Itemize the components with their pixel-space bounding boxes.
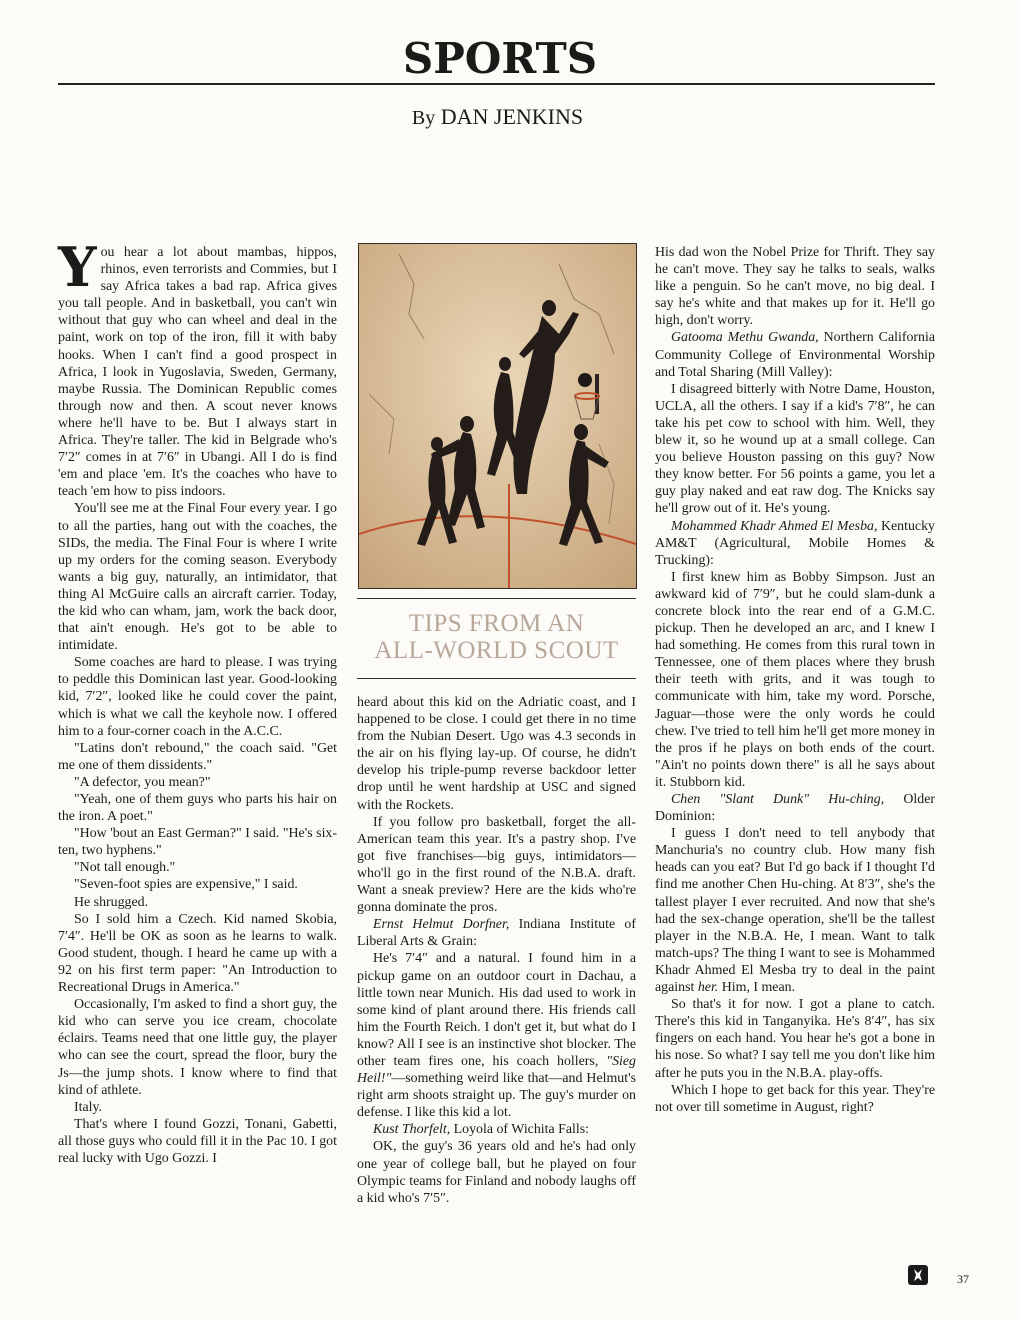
- player-school: Northern California Community College of Environmental Worship and Total Sharing (Mill Valley):: [655, 330, 935, 380]
- subtitle: [357, 610, 636, 664]
- paragraph: "Seven-foot spies are expensive," I said.: [74, 877, 298, 893]
- paragraph: "Not tall enough.": [74, 860, 176, 876]
- paragraph: OK, the guy's 36 years old and he's had only one year of college ball, but he played on four Olympic teams for Finland and nobody laughs off a kid who's 7′5″.: [357, 1139, 636, 1206]
- paragraph: heard about this kid on the Adriatic coast, and I happened to be close. I could get there in no time from the Nubian Desert. Ugo was 4.3 seconds in the air on his flying lay-up. Of course, he didn't develop his triple-pump reverse backdoor letter drop until he went hardship at USC and signed with the Rockets.: [357, 695, 636, 813]
- subtitle-line-2: ALL-WORLD SCOUT: [374, 637, 619, 664]
- header-rule: [58, 83, 935, 85]
- player-school: Indiana Institute of Liberal Arts & Grain:: [357, 917, 636, 950]
- paragraph: Italy.: [74, 1099, 103, 1115]
- player-name: Gatooma Methu Gwanda,: [671, 330, 819, 346]
- paragraph: "How 'bout an East German?" I said. "He's six-ten, two hyphens.": [58, 826, 337, 859]
- subtitle-rule-bottom: [357, 678, 636, 679]
- player-heading: [655, 518, 935, 569]
- player-heading: [655, 791, 935, 825]
- subtitle-line-1: TIPS FROM AN: [408, 610, 585, 637]
- illustration-svg: [359, 244, 636, 588]
- rabbit-logo-icon: [908, 1265, 928, 1285]
- paragraph: [58, 235, 337, 500]
- paragraph: "A defector, you mean?": [74, 774, 211, 790]
- player-heading: [357, 1121, 636, 1138]
- player-school: Loyola of Wichita Falls:: [450, 1122, 590, 1138]
- paragraph: "Latins don't rebound," the coach said. "Get me one of them dissidents.": [58, 740, 337, 773]
- paragraph: Some coaches are hard to please. I was trying to peddle this Dominican last year. Good-looking kid, 7′2″, looked like he could cover the paint, which is what we call the keyhole now. I offered him to a four-corner coach in the A.C.C.: [58, 655, 337, 739]
- paragraph: That's where I found Gozzi, Tonani, Gabetti, all those guys who could fill it in the Pac 10. I got real lucky with Ugo Gozzi. I: [58, 1116, 337, 1166]
- player-name: Ernst Helmut Dorfner,: [373, 917, 510, 933]
- column-3: [655, 244, 935, 1116]
- player-heading: [655, 329, 935, 380]
- paragraph: I first knew him as Bobby Simpson. Just an awkward kid of 7′9″, but he could slam-dunk a concrete block into the rear end of a G.M.C. pickup. Then he developed an arc, and I knew I had something. He comes from this rural town in Tennessee, one of them places where they brush their teeth with grits, and it was tough to communicate with him, take my word. Porsche, Jaguar—those were the only words he could chew. I've tried to tell him he'll get more money in the pros if he plays on both ends of the court. "Ain't no points down there" is all he says about it. Stubborn kid.: [655, 569, 935, 790]
- paragraph: If you follow pro basketball, forget the all-American team this year. It's a pastry shop. I've got five franchises—big guys, intimidators—who'll go in the first round of the N.B.A. draft. Want a sneak preview? Here are the kids who're gonna dominate the pros.: [357, 814, 636, 916]
- byline-author: DAN JENKINS: [440, 104, 584, 129]
- basketball-illustration: [358, 243, 637, 589]
- paragraph: [655, 825, 935, 996]
- byline-by: By: [411, 107, 436, 129]
- italic-text: "Sieg Heil!": [357, 1053, 636, 1087]
- italic-text: her.: [697, 980, 719, 996]
- paragraph: He shrugged.: [74, 894, 149, 910]
- player-school: Older Dominion:: [655, 792, 935, 825]
- paragraph: Occasionally, I'm asked to find a short guy, the kid who can serve you ice cream, chocolate éclairs. Teams need that one little guy, the player who can see the court, spread the floor, bury the Js—the jump shots. I know where to find that kind of athlete.: [58, 997, 337, 1098]
- paragraph: His dad won the Nobel Prize for Thrift. They say he can't move. They say he talks to seals, walks like a penguin. So he can't move, no big deal. I say he's white and that makes up for it. He'll go high, don't worry.: [655, 245, 935, 329]
- paragraph-text: Him, I mean.: [718, 980, 796, 996]
- player-school: Kentucky AM&T (Agricultural, Mobile Homes & Trucking):: [655, 518, 935, 568]
- byline: [0, 104, 995, 130]
- player-name: Mohammed Khadr Ahmed El Mesba,: [671, 518, 878, 534]
- paragraph: Which I hope to get back for this year. They're not over till sometime in August, right?: [655, 1082, 935, 1115]
- section-title: SPORTS: [402, 34, 598, 83]
- page-number: 37: [957, 1272, 969, 1286]
- column-1: [58, 235, 337, 1167]
- player-name: Chen "Slant Dunk" Hu-ching,: [671, 792, 885, 807]
- paragraph: "Yeah, one of them guys who parts his hair on the iron. A poet.": [58, 792, 337, 825]
- paragraph: So I sold him a Czech. Kid named Skobia, 7′4″. He'll be OK as soon as he learns to walk. Good student, though. I heard he came up with a 92 on his first term paper: "An Introduction to Recreational Drugs in America.": [58, 911, 337, 996]
- paragraph-text: —something weird like that—and Helmut's right arm shoots straight up. The guy's murder on defense. I like this kid a lot.: [357, 1071, 636, 1121]
- paragraph-text: He's 7′4″ and a natural. I found him in a pickup game on an outdoor court in Dachau, a little town near Munich. His dad used to work in some kind of plant around there. His friends call him the Fourth Reich. I don't get it, but what do I know? All I see is an instinctive shot blocker. The other team fires one, his coach hollers,: [357, 951, 636, 1069]
- paragraph-text: I guess I don't need to tell anybody that Manchuria's no country club. How many fish heads can you eat? But I'd go back if I thought I'd find me another Chen Hu-ching. At 8′3″, she's the tallest player I ever recruited. And now that she's had the sex-change operation, she'll be the tallest player in the N.B.A. He, I mean. Want to talk match-ups? The thing I want to see is Mohammed Khadr Ahmed El Mesba try to deal in the paint against: [655, 826, 935, 996]
- column-2: [357, 694, 636, 1207]
- paragraph-text: ou hear a lot about mambas, hippos, rhinos, even terrorists and Commies, but I say Africa takes a bad rap. Africa gives you tall people. And in basketball, you can't win without that guy who can wheel and deal in the paint, work on top of the iron, fill it with baby hooks. When I can't find a good prospect in Africa, I look in Yugoslavia, Sweden, Germany, maybe Russia. The Dominican Republic comes through now and then. A scout never knows where he'll have to be. But I always start in Africa. They're taller. The kid in Belgrade who's 7′2″ comes in at 7′6″ in Ubangi. All I do is find 'em and place 'em. It's the coaches who have to teach 'em how to piss indoors.: [58, 245, 337, 500]
- paragraph: You'll see me at the Final Four every year. I go to all the parties, hang out with the coaches, the SIDs, the media. The Final Four is where I write up my orders for the coming season. Everybody wants a big guy, naturally, an intimidator, that thing Al McGuire calls an aircraft carrier. Today, the kid who can wham, jam, work the back door, that ain't enough. He's got to be able to intimidate.: [58, 501, 337, 654]
- paragraph: So that's it for now. I got a plane to catch. There's this kid in Tanganyika. He's 8′4″, has six fingers on each hand. You hear he's got a bone in his nose. So what? I say tell me you don't like him after he puts you in the N.B.A. play-offs.: [655, 997, 935, 1081]
- drop-cap: Y: [58, 235, 97, 299]
- player-heading: [357, 916, 636, 950]
- logo-svg: [908, 1265, 928, 1285]
- paragraph: [357, 950, 636, 1121]
- player-name: Kust Thorfelt,: [373, 1122, 451, 1138]
- subtitle-rule-top: [357, 598, 636, 599]
- paragraph: I disagreed bitterly with Notre Dame, Houston, UCLA, all the others. I say if a kid's 7′8″, he can take his pet cow to school with him. Well, they blew it, so he wound up at a small college. Can you believe Houston passing on this guy? Now they know better. For 56 points a game, you let a guy play naked and eat raw dog. The Knicks say he'll grow out of it. He's young.: [655, 381, 935, 517]
